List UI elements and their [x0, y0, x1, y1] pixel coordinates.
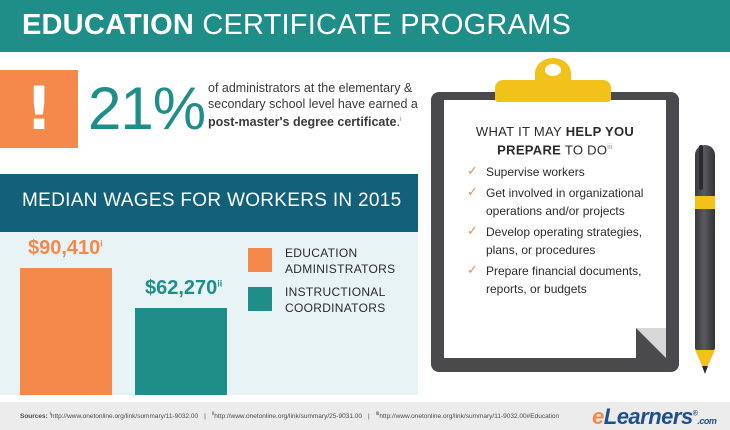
- source-separator: |: [204, 413, 206, 421]
- bar-value-ref: i: [100, 238, 103, 249]
- stat-ref: i: [399, 116, 402, 123]
- checkmark-icon: ✓: [467, 262, 478, 278]
- clipboard-heading-ref: iii: [607, 144, 613, 151]
- legend-label-instructional-coordinators: INSTRUCTIONAL COORDINATORS: [285, 285, 386, 315]
- clipboard-heading-pre: WHAT IT MAY: [475, 124, 566, 139]
- list-item-text: Supervise workers: [486, 165, 585, 179]
- legend-swatch-instructional-coordinators: [248, 287, 272, 311]
- legend-label-education-administrators: EDUCATION ADMINISTRATORS: [285, 246, 396, 276]
- wages-title: MEDIAN WAGES FOR WORKERS IN 2015: [22, 190, 402, 211]
- bar-value-text: $62,270: [145, 277, 218, 299]
- clipboard-heading: [444, 124, 666, 158]
- page-title-bold: EDUCATION: [22, 9, 195, 41]
- alert-box: [0, 70, 78, 148]
- page-title: [22, 9, 571, 42]
- source-separator: |: [368, 413, 370, 421]
- clipboard-heading-bold: HELP YOU PREPARE: [497, 124, 635, 158]
- source-link[interactable]: http://www.onetonline.org/link/summary/25-9031.00: [214, 413, 363, 421]
- bar-value-education-administrators: [28, 237, 103, 260]
- source-ref: ii: [211, 411, 215, 417]
- stat-text-before: of administrators at the elementary & secondary school level have earned a: [208, 81, 418, 111]
- pen-point: [702, 366, 708, 374]
- source-link[interactable]: http://www.onetonline.org/link/summary/11-9032.00: [50, 413, 199, 421]
- stat-percent: 21%: [88, 75, 206, 142]
- checkmark-icon: ✓: [467, 164, 478, 179]
- stat-description: [208, 80, 423, 130]
- bar-education-administrators: [20, 268, 112, 395]
- elearners-logo[interactable]: eLearners®.com: [592, 404, 717, 429]
- source-ref: i: [49, 411, 51, 417]
- clipboard-list: [467, 163, 667, 301]
- list-item-text: Prepare financial documents, reports, or budgets: [486, 263, 642, 296]
- clipboard-clip-hole: [545, 64, 561, 76]
- legend-swatch-education-administrators: [248, 248, 272, 272]
- list-item: [467, 223, 667, 260]
- pen-body: [695, 145, 715, 350]
- checkmark-icon: ✓: [467, 223, 478, 239]
- bar-instructional-coordinators: [135, 308, 227, 395]
- paper-fold-corner: [636, 328, 666, 358]
- bar-value-text: $90,410: [28, 237, 101, 259]
- list-item: [467, 262, 667, 299]
- sources-line: [20, 411, 559, 420]
- page-title-light: CERTIFICATE PROGRAMS: [202, 9, 571, 41]
- list-item-text: Get involved in organizational operations and/or projects: [486, 185, 644, 218]
- stat-text-after: .: [396, 115, 400, 130]
- list-item: [467, 184, 667, 221]
- bar-value-instructional-coordinators: [145, 277, 222, 300]
- source-link[interactable]: http://www.onetonline.org/link/summary/11-9032.00#Education: [379, 413, 560, 421]
- stat-text-bold: post-master's degree certificate: [208, 115, 397, 130]
- bar-value-ref: ii: [217, 278, 223, 289]
- exclamation-icon: !: [25, 74, 53, 144]
- list-item-text: Develop operating strategies, plans, or procedures: [486, 224, 643, 257]
- source-ref: iii: [375, 411, 380, 417]
- pen-band: [695, 196, 715, 209]
- list-item: [467, 163, 667, 182]
- pen-clip: [699, 145, 703, 190]
- checkmark-icon: ✓: [467, 184, 478, 200]
- clipboard-heading-post: TO DO: [561, 142, 608, 158]
- sources-label: Sources:: [20, 413, 48, 421]
